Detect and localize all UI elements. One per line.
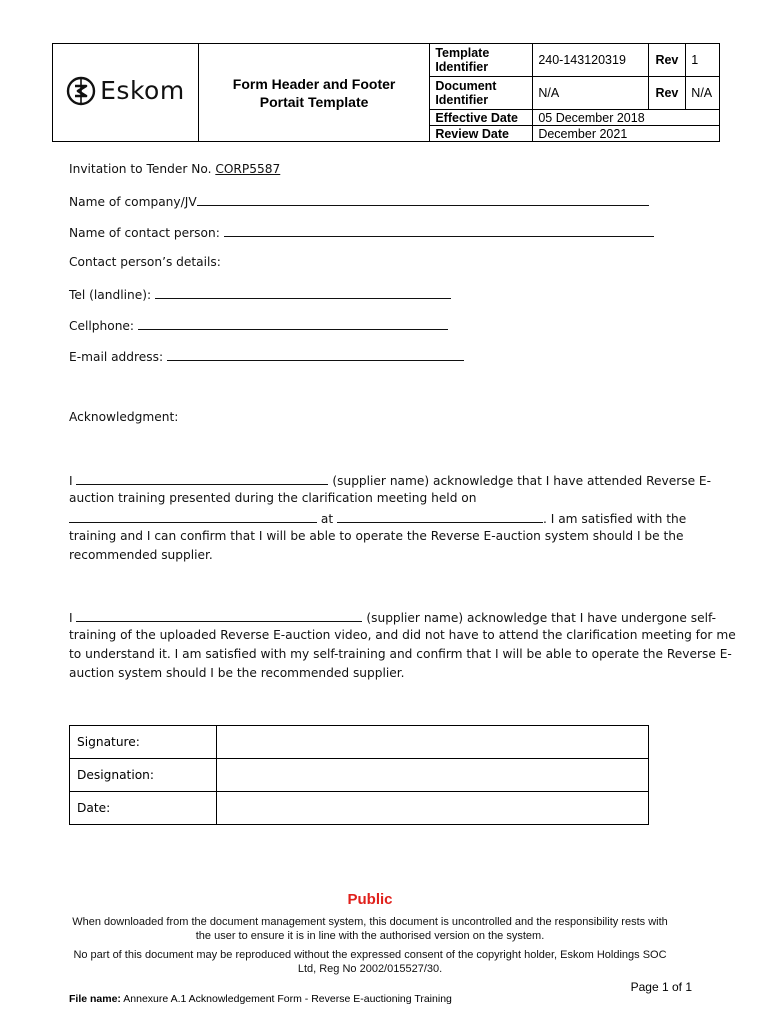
meeting-date-input[interactable] — [69, 510, 317, 523]
i-label-2: I — [69, 611, 73, 625]
para1-text-d: training and I can confirm that I will be able to operate the Reverse E-auction system should I be the — [69, 529, 684, 543]
acknowledgment-heading — [69, 410, 178, 424]
header-table — [52, 43, 720, 142]
effective-date-value: 05 December 2018 — [533, 110, 720, 126]
rev-label-2: Rev — [648, 77, 686, 110]
logo-wordmark: Eskom — [100, 76, 185, 105]
footer-notice-2 — [45, 948, 695, 976]
para1-line5 — [69, 548, 213, 562]
signature-field[interactable] — [217, 726, 649, 759]
template-identifier-value: 240-143120319 — [533, 44, 648, 77]
notice1-line2: the user to ensure it is in line with the authorised version on the system. — [195, 930, 545, 942]
contact-input[interactable] — [224, 224, 654, 237]
company-input[interactable] — [197, 193, 649, 206]
supplier-name-input-2[interactable] — [76, 609, 362, 622]
designation-label: Designation: — [70, 759, 217, 792]
date-field[interactable] — [217, 792, 649, 825]
details-line — [69, 255, 221, 269]
effective-date-label: Effective Date — [430, 110, 533, 126]
eskom-logo — [66, 76, 185, 106]
para2-line3 — [69, 647, 732, 661]
cell-label: Cellphone: — [69, 319, 135, 333]
file-name-label: File name: — [69, 993, 121, 1005]
company-line — [69, 193, 649, 209]
tel-line — [69, 286, 451, 302]
para2-text-b: training of the uploaded Reverse E-auction video, and did not have to attend the clarification meeting for me — [69, 628, 736, 642]
document-identifier-value: N/A — [533, 77, 648, 110]
cell-input[interactable] — [138, 317, 448, 330]
i-label-1: I — [69, 474, 73, 488]
tender-prefix: Invitation to Tender No. — [69, 162, 212, 176]
para1-line3 — [69, 510, 686, 526]
logo-cell — [53, 44, 199, 142]
company-label: Name of company/JV — [69, 195, 197, 209]
para1-text-c: . I am satisfied with the — [543, 512, 687, 526]
supplier-name-input-1[interactable] — [76, 472, 328, 485]
rev-value-1: 1 — [686, 44, 720, 77]
para1-line4 — [69, 529, 684, 543]
notice1-line1: When downloaded from the document management system, this document is uncontrolled and the responsibility rests with — [72, 916, 668, 928]
para1-line2 — [69, 491, 477, 505]
footer-notice-1 — [45, 915, 695, 943]
para2-text-d: auction system should I be the recommended supplier. — [69, 666, 405, 680]
email-label: E-mail address: — [69, 350, 164, 364]
page-number: Page 1 of 1 — [630, 980, 692, 994]
date-label: Date: — [70, 792, 217, 825]
file-name-value: Annexure A.1 Acknowledgement Form - Reverse E-auctioning Training — [123, 993, 452, 1005]
notice2-line2: Ltd, Reg No 2002/015527/30. — [297, 963, 443, 975]
rev-value-2: N/A — [686, 77, 720, 110]
details-label: Contact person’s details: — [69, 255, 221, 269]
signature-label: Signature: — [70, 726, 217, 759]
para2-text-a: (supplier name) acknowledge that I have undergone self- — [366, 611, 717, 625]
signature-table — [69, 725, 649, 825]
review-date-value: December 2021 — [533, 126, 720, 142]
document-identifier-label: Document Identifier — [430, 77, 533, 110]
email-input[interactable] — [167, 348, 464, 361]
email-line — [69, 348, 464, 364]
para2-line4 — [69, 666, 405, 680]
para1-text-b: auction training presented during the clarification meeting held on — [69, 491, 477, 505]
para1-line1 — [69, 472, 711, 488]
para2-line2 — [69, 628, 736, 642]
acknowledgment-label: Acknowledgment: — [69, 410, 179, 424]
contact-label: Name of contact person: — [69, 226, 220, 240]
designation-field[interactable] — [217, 759, 649, 792]
eskom-mark-icon — [66, 76, 96, 106]
review-date-label: Review Date — [430, 126, 533, 142]
rev-label-1: Rev — [648, 44, 686, 77]
para2-text-c: to understand it. I am satisfied with my self-training and confirm that I will be able to operate the Reverse E- — [69, 647, 732, 661]
para1-text-a: (supplier name) acknowledge that I have attended Reverse E- — [332, 474, 712, 488]
template-identifier-label: Template Identifier — [430, 44, 533, 77]
title-line-2: Portait Template — [259, 93, 369, 110]
title-line-1: Form Header and Footer — [232, 75, 396, 92]
file-name — [69, 993, 452, 1005]
notice2-line1: No part of this document may be reproduced without the expressed consent of the copyright holder, Eskom Holdings SOC — [73, 949, 667, 961]
tel-label: Tel (landline): — [69, 288, 152, 302]
tender-line — [69, 162, 280, 176]
para2-line1 — [69, 609, 716, 625]
para1-text-e: recommended supplier. — [69, 548, 213, 562]
tel-input[interactable] — [155, 286, 451, 299]
meeting-venue-input[interactable] — [337, 510, 543, 523]
para1-at: at — [320, 512, 334, 526]
classification-label: Public — [347, 891, 393, 908]
form-title — [198, 44, 430, 142]
tender-number: CORP5587 — [215, 162, 281, 176]
contact-line — [69, 224, 654, 240]
cell-line — [69, 317, 448, 333]
